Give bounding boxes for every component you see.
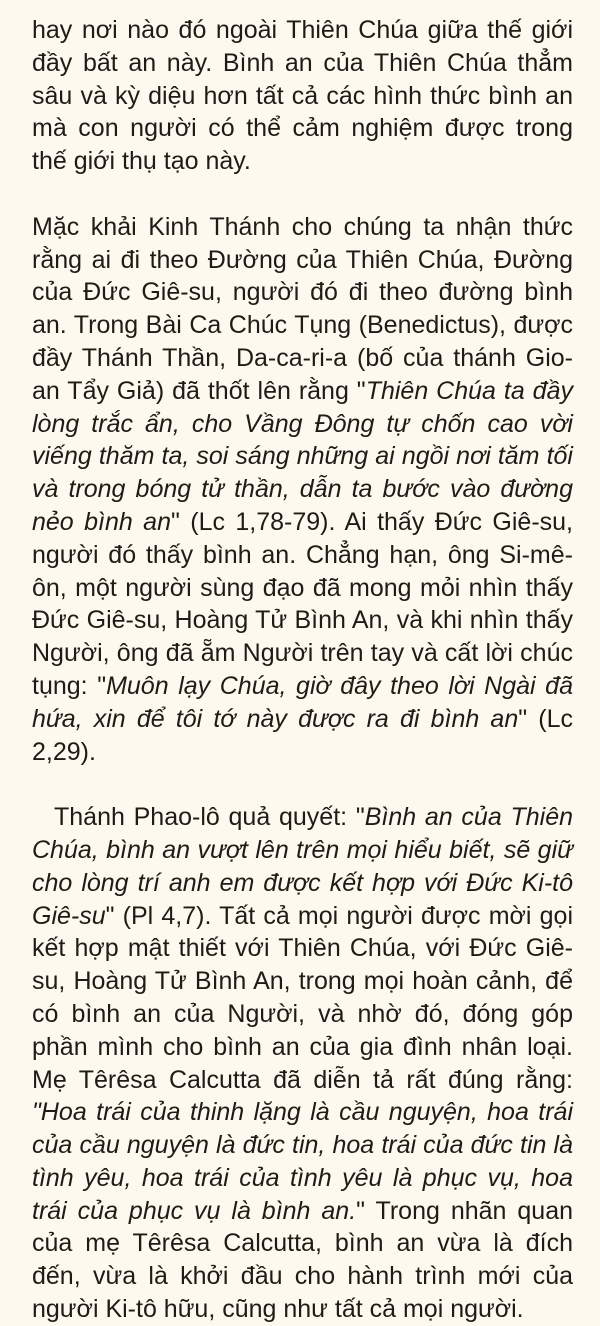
paragraph-1-text: hay nơi nào đó ngoài Thiên Chúa giữa thế giới đầy bất an này. Bình an của Thiên Chúa thẳm sâu và kỳ diệu hơn tất cả các hình thức bình an mà con người có thể cảm nghiệm được trong thế giới thụ tạo này. bbox=[32, 16, 573, 176]
paragraph-3 bbox=[32, 801, 573, 1326]
paragraph-2-quote-2: Muôn lạy Chúa, giờ đây theo lời Ngài đã hứa, xin để tôi tớ này được ra đi bình an bbox=[32, 671, 573, 733]
paragraph-2-quote-1: Thiên Chúa ta đầy lòng trắc ẩn, cho Vầng Đông tự chốn cao vời viếng thăm ta, soi sáng những ai ngồi nơi tăm tối và trong bóng tử thần, dẫn ta bước vào đường nẻo bình an bbox=[32, 376, 573, 536]
paragraph-3-text-1: Thánh Phao-lô quả quyết: " bbox=[54, 803, 365, 832]
paragraph-3-quote-2: "Hoa trái của thinh lặng là cầu nguyện, hoa trái của cầu nguyện là đức tin, hoa trái của đức tin là tình yêu, hoa trái của tình yêu là phục vụ, hoa trái của phục vụ là bình an. bbox=[32, 1098, 573, 1225]
paragraph-3-text-2: " (Pl 4,7). Tất cả mọi người được mời gọi kết hợp mật thiết với Thiên Chúa, với Đức Giê-su, Hoàng Tử Bình An, trong mọi hoàn cảnh, để có bình an của Người, và nhờ đó, đóng góp phần mình cho bình an của gia đình nhân loại. Mẹ Têrêsa Calcutta đã diễn tả rất đúng rằng: bbox=[32, 901, 573, 1094]
paragraph-2-text-1: Mặc khải Kinh Thánh cho chúng ta nhận thức rằng ai đi theo Đường của Thiên Chúa, Đường của Đức Giê-su, người đó đi theo đường bình an. Trong Bài Ca Chúc Tụng (Benedictus), được đầy Thánh Thần, Da-ca-ri-a (bố của thánh Gio-an Tẩy Giả) đã thốt lên rằng " bbox=[32, 212, 573, 405]
paragraph-3-text-3: " Trong nhãn quan của mẹ Têrêsa Calcutta, bình an vừa là đích đến, vừa là khởi đầu cho hành trình mới của người Ki-tô hữu, cũng như tất cả mọi người. bbox=[32, 1196, 574, 1324]
paragraph-2-text-3: " (Lc 2,29). bbox=[32, 704, 573, 766]
paragraph-2-text-2: " (Lc 1,78-79). Ai thấy Đức Giê-su, người đó thấy bình an. Chẳng hạn, ông Si-mê-ôn, một người sùng đạo đã mong mỏi nhìn thấy Đức Giê-su, Hoàng Tử Bình An, và khi nhìn thấy Người, ông đã ẵm Người trên tay và cất lời chúc tụng: " bbox=[32, 507, 574, 700]
paragraph-1 bbox=[32, 14, 573, 178]
paragraph-3-quote-1: Bình an của Thiên Chúa, bình an vượt lên trên mọi hiểu biết, sẽ giữ cho lòng trí anh em được kết hợp với Đức Ki-tô Giê-su bbox=[32, 803, 573, 930]
paragraph-2 bbox=[32, 211, 573, 769]
